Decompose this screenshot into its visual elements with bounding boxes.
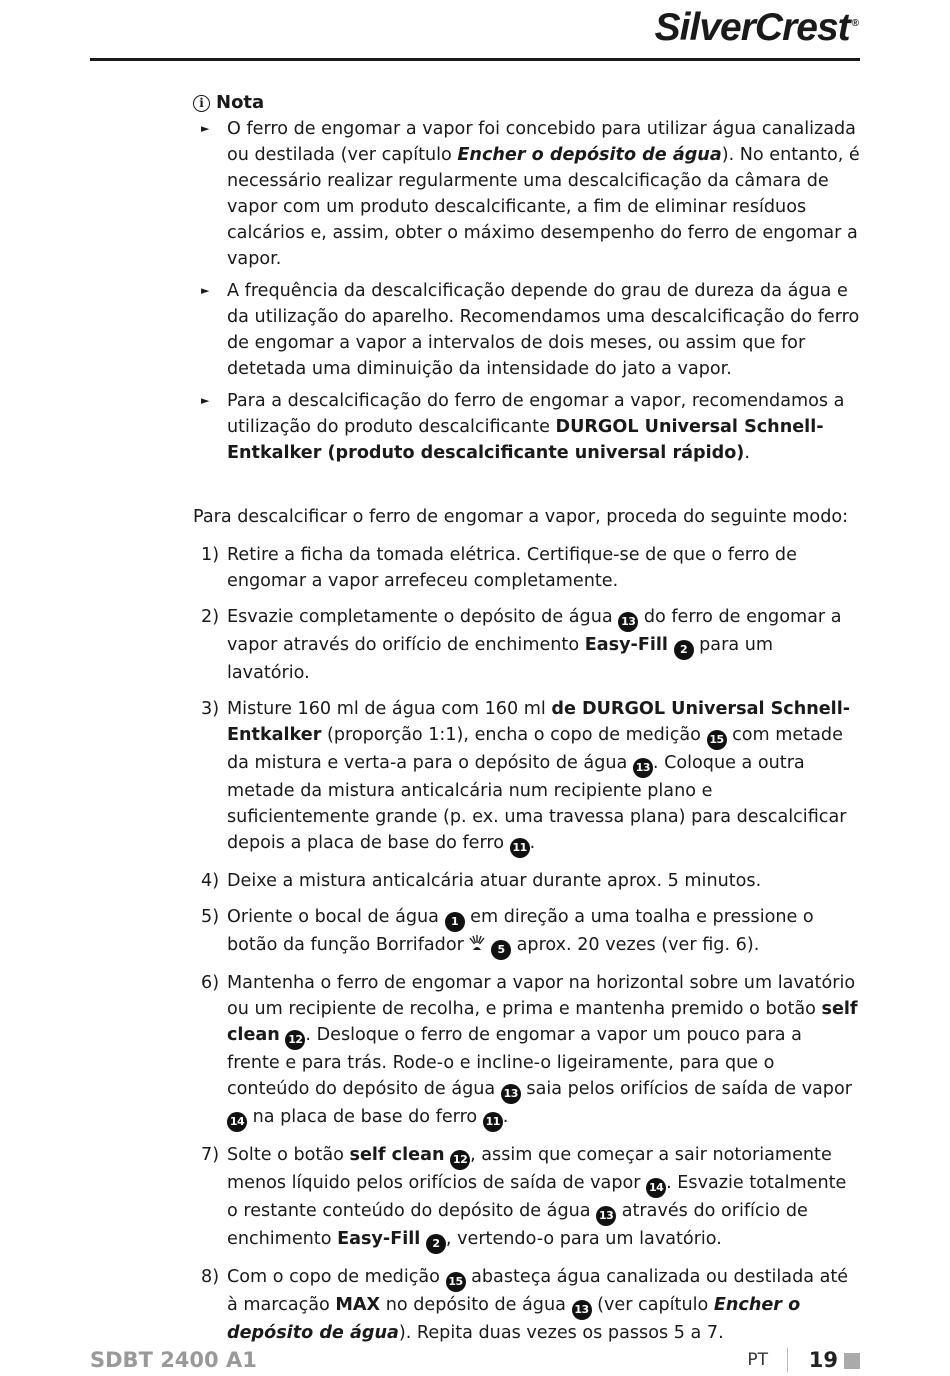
step-item xyxy=(193,542,860,594)
info-icon: i xyxy=(193,95,210,112)
chapter-ref: Encher o depósito de água xyxy=(457,145,722,165)
note-heading xyxy=(193,90,860,116)
step-item xyxy=(193,868,860,894)
step-number: 3) xyxy=(201,699,220,719)
arrow-bullet-icon: ► xyxy=(201,284,210,297)
callout-number: 12 xyxy=(450,1150,470,1170)
text: A frequência da descalcificação depende do grau de dureza da água e da utilização do aparelho. Recomendamos uma descalcificação do ferro de engomar a vapor a intervalos de dois meses, ou assim que for detetada uma diminuição da intensidade do jato a vapor. xyxy=(227,281,860,379)
registered-mark: ® xyxy=(851,18,858,29)
callout-number: 2 xyxy=(674,640,694,660)
arrow-bullet-icon: ► xyxy=(201,122,210,135)
step-item xyxy=(193,970,860,1132)
callout-number: 1 xyxy=(445,912,465,932)
step-item xyxy=(193,604,860,686)
footer-divider xyxy=(787,1348,788,1372)
text: , assim que começar a sair notoriamente menos líquido pelos orifícios de saída de vapor xyxy=(227,1145,832,1193)
text: . Esvazie totalmente o restante conteúdo do depósito de água xyxy=(227,1173,847,1221)
text: para um lavatório. xyxy=(227,635,773,683)
model-number: SDBT 2400 A1 xyxy=(90,1348,257,1372)
text: , vertendo-o para um lavatório. xyxy=(445,1229,722,1249)
spray-icon xyxy=(469,934,485,952)
text: . xyxy=(744,443,750,463)
text: . xyxy=(502,1107,509,1127)
text: Misture 160 ml de água com 160 ml xyxy=(227,699,552,719)
callout-number: 15 xyxy=(446,1272,466,1292)
step-number: 8) xyxy=(201,1267,220,1287)
text: Para a descalcificação do ferro de engomar a vapor, recomendamos a utilização do produto descalcificante xyxy=(227,391,845,437)
callout-number: 5 xyxy=(491,940,511,960)
note-bullets xyxy=(193,116,860,466)
text: com metade da mistura e verta-a para o depósito de água xyxy=(227,725,843,773)
callout-number: 13 xyxy=(618,612,638,632)
bold-term: self clean xyxy=(227,999,858,1045)
step-item xyxy=(193,1142,860,1254)
step-number: 4) xyxy=(201,871,220,891)
step-number: 7) xyxy=(201,1145,220,1165)
callout-number: 11 xyxy=(483,1112,503,1132)
product-name: DURGOL Universal Schnell-Entkalker (produto descalcificante universal rápido) xyxy=(227,417,824,463)
step-number: 5) xyxy=(201,907,220,927)
bold-term: de DURGOL Universal Schnell-Entkalker xyxy=(227,699,851,745)
text: Solte o botão xyxy=(227,1145,350,1165)
callout-number: 13 xyxy=(572,1300,592,1320)
procedure-steps xyxy=(193,542,860,1346)
brand-name: SilverCrest xyxy=(654,6,850,49)
note-title: Nota xyxy=(216,92,265,113)
text: (ver capítulo xyxy=(591,1295,714,1315)
text: através do orifício de enchimento xyxy=(227,1201,808,1249)
text: na placa de base do ferro xyxy=(247,1107,483,1127)
text: Deixe a mistura anticalcária atuar durante aprox. 5 minutos. xyxy=(227,871,762,891)
procedure-intro: Para descalcificar o ferro de engomar a vapor, proceda do seguinte modo: xyxy=(193,507,849,527)
text: (proporção 1:1), encha o copo de medição xyxy=(321,725,707,745)
text: saia pelos orifícios de saída de vapor xyxy=(520,1079,852,1099)
note-bullet xyxy=(193,388,860,466)
step-number: 2) xyxy=(201,607,220,627)
text: do ferro de engomar a vapor através do orifício de enchimento xyxy=(227,607,842,655)
note-bullet xyxy=(193,116,860,272)
brand-logo xyxy=(655,6,858,50)
step-number: 6) xyxy=(201,973,220,993)
text: . xyxy=(529,833,536,853)
callout-number: 2 xyxy=(426,1234,446,1254)
text: no depósito de água xyxy=(380,1295,572,1315)
callout-number: 14 xyxy=(646,1178,666,1198)
text: Com o copo de medição xyxy=(227,1267,446,1287)
page-number: 19 xyxy=(808,1348,838,1372)
callout-number: 12 xyxy=(285,1030,305,1050)
text: . Desloque o ferro de engomar a vapor um pouco para a frente e para trás. Rode-o e incline-o ligeiramente, para que o conteúdo do depósito de água xyxy=(227,1025,802,1099)
text: em direção a uma toalha e pressione o botão da função Borrifador xyxy=(227,907,814,955)
text: ). No entanto, é necessário realizar regularmente uma descalcificação da câmara de vapor com um produto descalcificante, a fim de eliminar resíduos calcários e, assim, obter o máximo desempenho do ferro de engomar a vapor. xyxy=(227,145,860,269)
callout-number: 11 xyxy=(510,838,530,858)
text: ). Repita duas vezes os passos 5 a 7. xyxy=(398,1323,724,1343)
text: Retire a ficha da tomada elétrica. Certifique-se de que o ferro de engomar a vapor arrefeceu completamente. xyxy=(227,545,797,591)
bold-term: self clean xyxy=(349,1145,445,1165)
page-footer xyxy=(90,1348,860,1376)
callout-number: 13 xyxy=(633,758,653,778)
text: O ferro de engomar a vapor foi concebido para utilizar água canalizada ou destilada (ver capítulo xyxy=(227,119,856,165)
step-item xyxy=(193,696,860,858)
chapter-ref: Encher o depósito de água xyxy=(227,1295,801,1343)
header-rule xyxy=(90,58,860,61)
language-code: PT xyxy=(747,1350,768,1370)
note-bullet xyxy=(193,278,860,382)
bold-term: Easy-Fill xyxy=(337,1229,421,1249)
step-item xyxy=(193,904,860,960)
text: aprox. 20 vezes (ver fig. 6). xyxy=(511,935,760,955)
text: Oriente o bocal de água xyxy=(227,907,445,927)
text: abasteça água canalizada ou destilada até à marcação xyxy=(227,1267,849,1315)
arrow-bullet-icon: ► xyxy=(201,394,210,407)
text: Mantenha o ferro de engomar a vapor na horizontal sobre um lavatório ou um recipiente de recolha, e prima e mantenha premido o botão xyxy=(227,973,856,1019)
bold-term: MAX xyxy=(335,1295,381,1315)
text: Esvazie completamente o depósito de água xyxy=(227,607,619,627)
callout-number: 13 xyxy=(501,1084,521,1104)
text: . Coloque a outra metade da mistura anticalcária num recipiente plano e suficientemente grande (p. ex. uma travessa plana) para descalcificar depois a placa de base do ferro xyxy=(227,753,847,853)
square-marker-icon xyxy=(844,1353,860,1369)
callout-number: 15 xyxy=(707,730,727,750)
callout-number: 14 xyxy=(227,1112,247,1132)
page-content xyxy=(193,90,860,1356)
step-number: 1) xyxy=(201,545,220,565)
step-item xyxy=(193,1264,860,1346)
bold-term: Easy-Fill xyxy=(584,635,668,655)
callout-number: 13 xyxy=(596,1206,616,1226)
